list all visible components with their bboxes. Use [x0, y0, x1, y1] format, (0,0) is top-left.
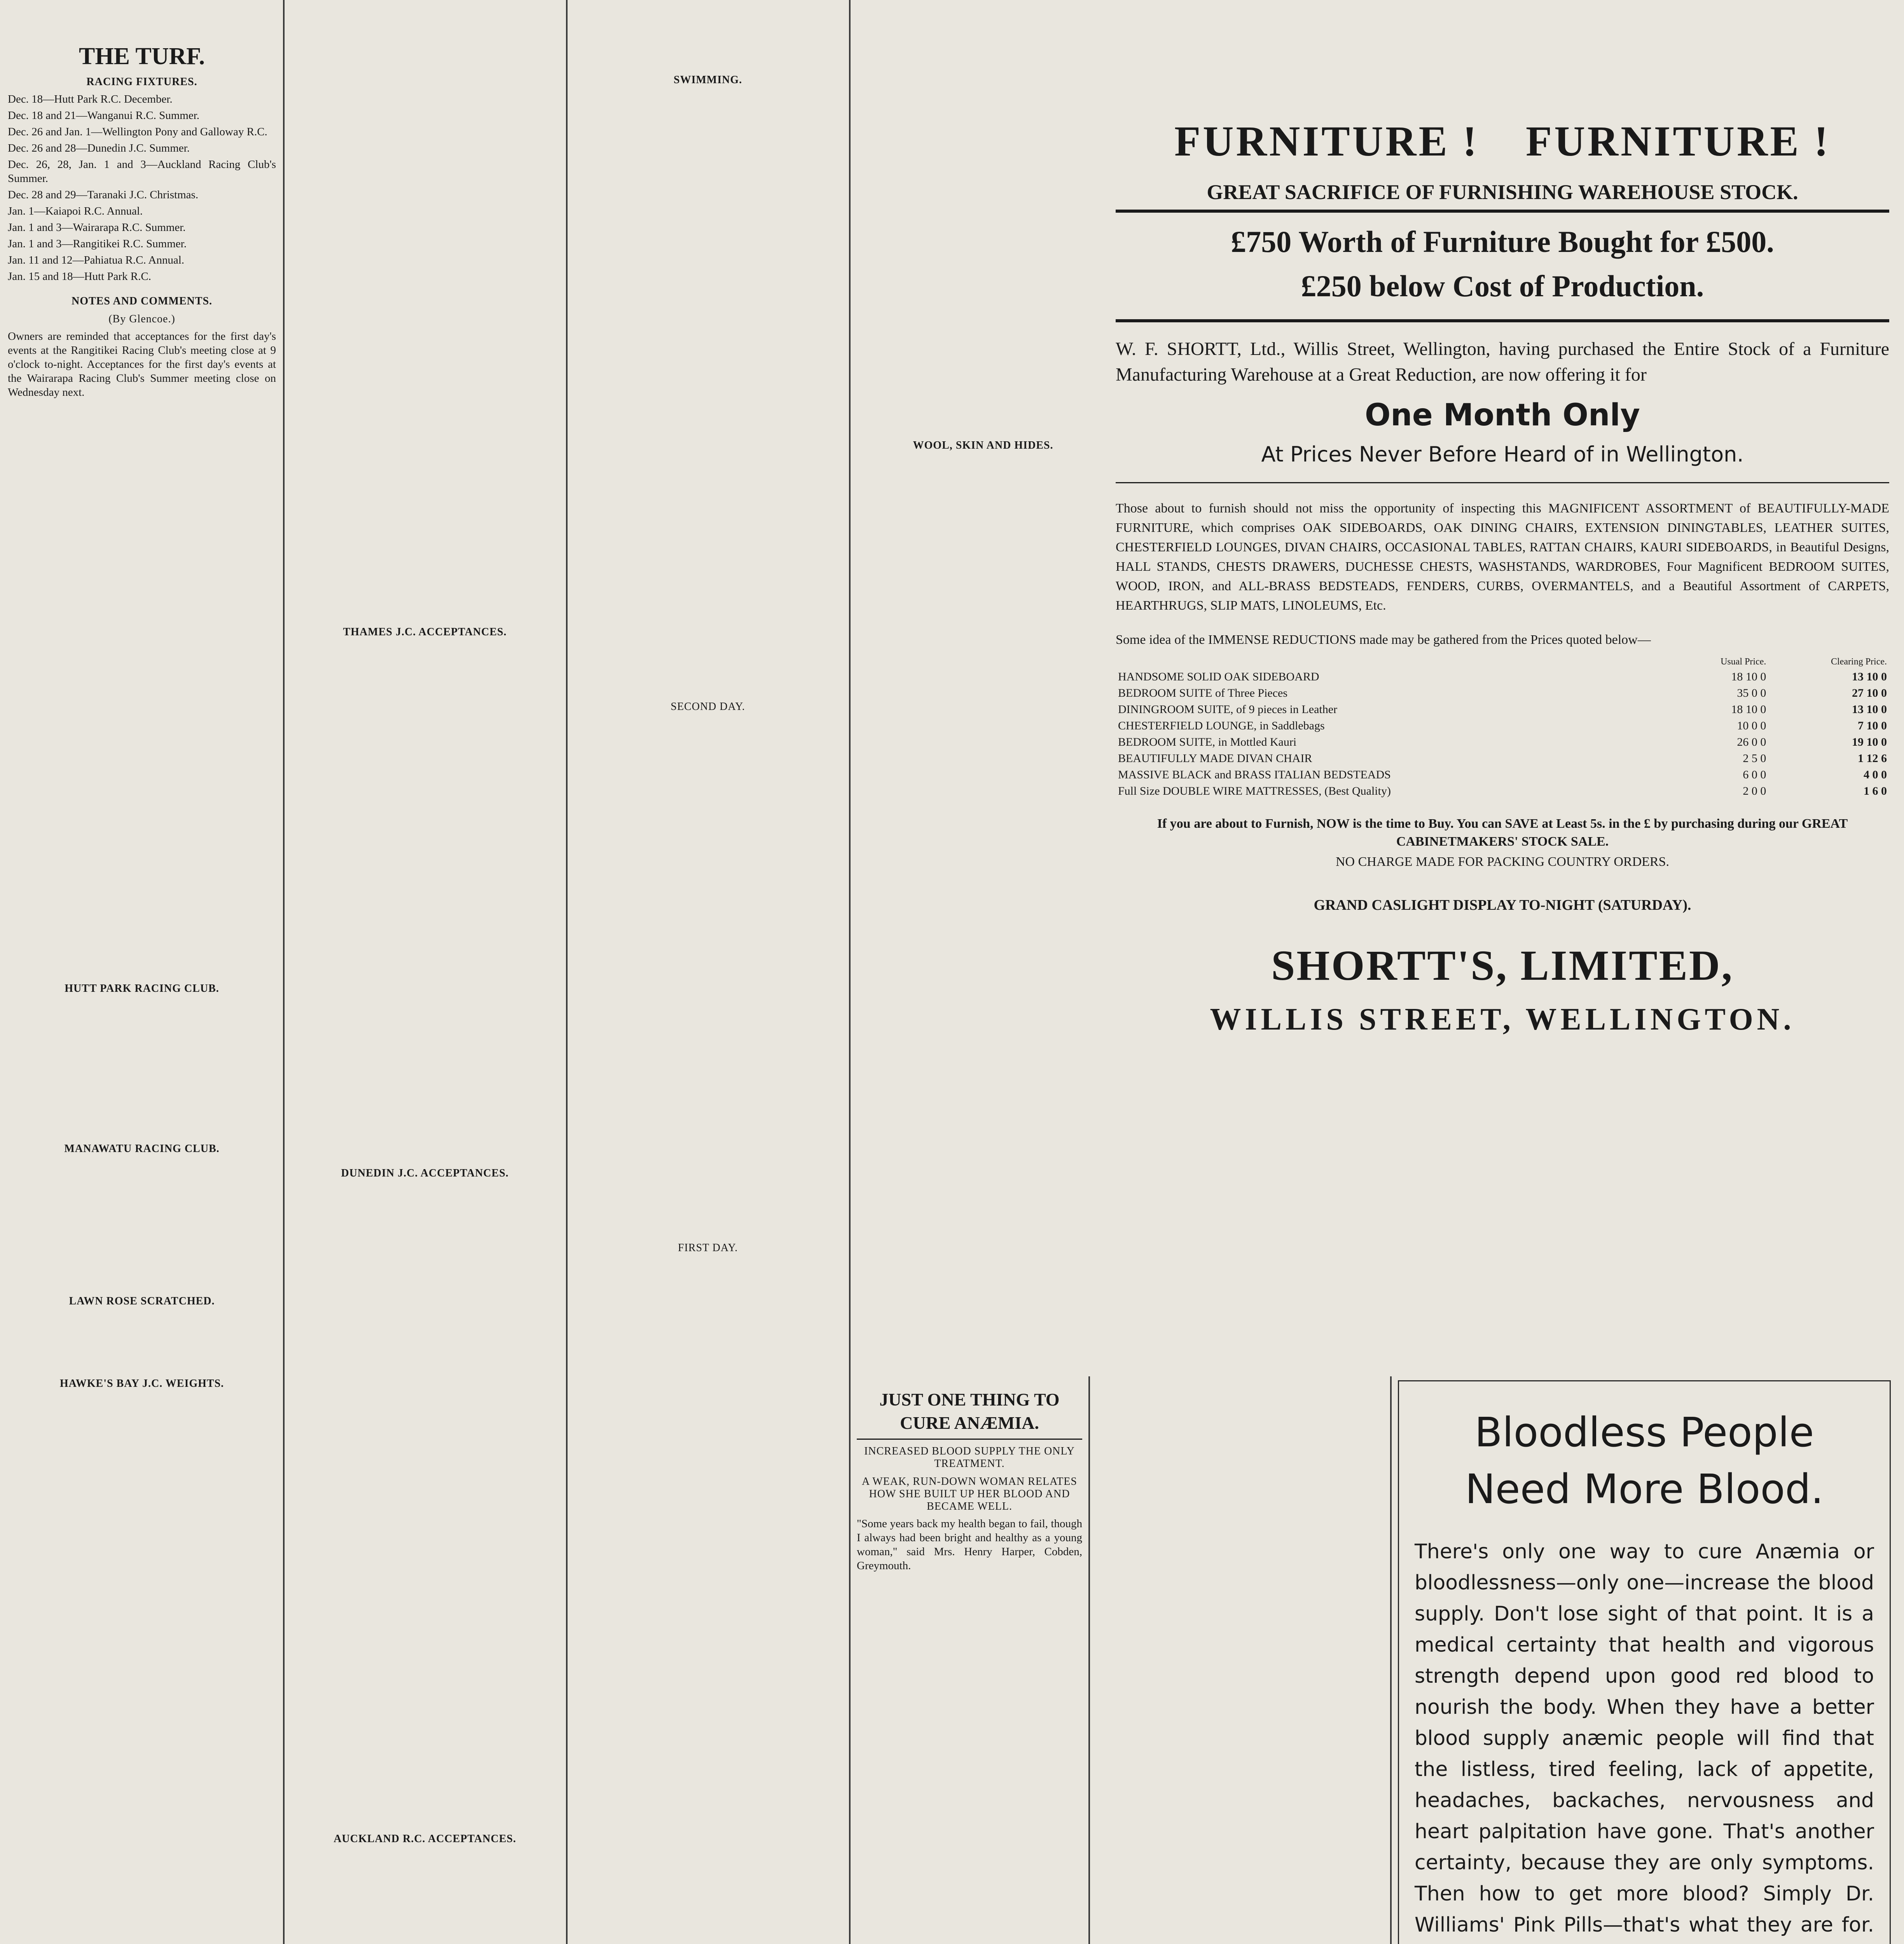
hutt-heading: HUTT PARK RACING CLUB.: [65, 982, 219, 995]
furniture-price-line-1: £750 Worth of Furniture Bought for £500.: [1231, 225, 1774, 259]
furniture-headline-right: FURNITURE !: [1526, 117, 1831, 165]
sacrifice-line: GREAT SACRIFICE OF FURNISHING WAREHOUSE STOCK.: [1207, 180, 1798, 204]
item-name: CHESTERFIELD LOUNGE, in Saddlebags: [1118, 719, 1325, 732]
cure-lead: A WEAK, RUN-DOWN WOMAN RELATES HOW SHE BUILT UP HER BLOOD AND BECAME WELL.: [862, 1475, 1077, 1512]
fixture-item: Dec. 18 and 21—Wanganui R.C. Summer.: [8, 109, 200, 122]
column-rule: [849, 0, 851, 1944]
clearing-price: 7 10 0: [1858, 719, 1887, 732]
fixtures-list: [8, 92, 276, 283]
usual-price: 2 5 0: [1743, 752, 1766, 765]
pink-pills-headline-1: Bloodless People: [1474, 1409, 1814, 1456]
column-rule: [283, 0, 285, 1944]
notes-paragraph: Owners are reminded that acceptances for the first day's events at the Rangitikei Racing Club's meeting close at 9 o'clock to-night. Acceptances for the first day's events at the Wairarapa Racing Club's Summer meeting close on Wednesday next.: [8, 330, 276, 399]
column-rule: [1390, 1376, 1392, 1944]
divider: [1116, 319, 1889, 322]
clearing-price: 1 12 6: [1858, 752, 1887, 765]
clearing-price: 4 0 0: [1864, 768, 1887, 781]
price-row: [1116, 685, 1889, 701]
fixture-item: Dec. 28 and 29—Taranaki J.C. Christmas.: [8, 189, 199, 201]
fixture-item: Jan. 1 and 3—Rangitikei R.C. Summer.: [8, 238, 187, 250]
price-row: [1116, 718, 1889, 734]
furniture-body: Those about to furnish should not miss the opportunity of inspecting this MAGNIFICENT ASSORTMENT of BEAUTIFULLY-MADE FURNITURE, which comprises OAK SIDEBOARDS, OAK DINING CHAIRS, EXTENSION DININGTABLES, LEATHER SUITES, CHESTERFIELD LOUNGES, DIVAN CHAIRS, OCCASIONAL TABLES, RATTAN CHAIRS, KAURI SIDEBOARDS, in Beautiful Designs, HALL STANDS, CHESTS DRAWERS, DUCHESSE CHESTS, WASHSTANDS, WARDROBES, Four Magnificent BEDROOM SUITES, WOOD, IRON, and ALL-BRASS BEDSTEADS, FENDERS, CURBS, OVERMANTELS, and a Beautiful Assortment of CARPETS, HEARTHRUGS, SLIP MATS, LINOLEUMS, Etc.: [1116, 501, 1889, 613]
one-month-only: One Month Only: [1364, 398, 1640, 433]
fixture-item: Jan. 15 and 18—Hutt Park R.C.: [8, 270, 151, 283]
pink-pills-headline-2: Need More Blood.: [1465, 1465, 1824, 1513]
item-name: BEDROOM SUITE of Three Pieces: [1118, 687, 1288, 699]
no-charge: NO CHARGE MADE FOR PACKING COUNTRY ORDERS.: [1336, 855, 1669, 869]
fixture-item: Dec. 26 and Jan. 1—Wellington Pony and Galloway R.C.: [8, 126, 267, 138]
prices-never: At Prices Never Before Heard of in Wellington.: [1261, 442, 1744, 467]
usual-price: 10 0 0: [1737, 719, 1766, 732]
cure-quote: "Some years back my health began to fail, though I always had been bright and healthy as a young woman," said Mrs. Henry Harper, Cobden, Greymouth.: [857, 1517, 1082, 1572]
item-name: MASSIVE BLACK and BRASS ITALIAN BEDSTEADS: [1118, 768, 1391, 781]
usual-price: 6 0 0: [1743, 768, 1766, 781]
clearing-price: 19 10 0: [1852, 736, 1887, 748]
price-row: [1116, 701, 1889, 718]
furniture-intro: W. F. SHORTT, Ltd., Willis Street, Wellington, having purchased the Entire Stock of a Furniture Manufacturing Warehouse at a Great Reduction, are now offering it for: [1116, 339, 1889, 385]
auckland-heading: AUCKLAND R.C. ACCEPTANCES.: [334, 1833, 516, 1845]
item-name: BEAUTIFULLY MADE DIVAN CHAIR: [1118, 752, 1312, 765]
first-day-label: FIRST DAY.: [678, 1242, 738, 1254]
display-tonight: GRAND CASLIGHT DISPLAY TO-NIGHT (SATURDAY).: [1314, 897, 1691, 913]
price-row: [1116, 767, 1889, 783]
usual-price: 26 0 0: [1737, 736, 1766, 748]
item-name: HANDSOME SOLID OAK SIDEBOARD: [1118, 670, 1319, 683]
clearing-price: 13 10 0: [1852, 670, 1887, 683]
notes-heading: NOTES AND COMMENTS.: [71, 295, 213, 307]
wool-column: [857, 0, 1109, 456]
fixtures-heading: RACING FIXTURES.: [86, 76, 197, 88]
cure-anaemia-column: [857, 1388, 1082, 1944]
price-table: [1116, 655, 1889, 799]
furnish-now: If you are about to Furnish, NOW is the time to Buy. You can SAVE at Least 5s. in the £ by purchasing during our GREAT CABINETMAKERS' STOCK SALE.: [1157, 816, 1848, 849]
pink-pills-body: There's only one way to cure Anæmia or bloodlessness—only one—increase the blood supply. Don't lose sight of that point. It is a medical certainty that health and vigorous strength depend upon good red blood to nourish the body. When they have a better blood supply anæmic people will find that the listless, tired feeling, lack of appetite, headaches, backaches, nervousness and heart palpitation have gone. That's another certainty, because they are only symptoms. Then how to get more blood? Simply Dr. Williams' Pink Pills—that's what they are for.: [1415, 1540, 1874, 1937]
notes-byline: (By Glencoe.): [108, 313, 175, 325]
wool-heading: WOOL, SKIN AND HIDES.: [913, 439, 1053, 451]
price-row: [1116, 750, 1889, 767]
clearing-price: 27 10 0: [1852, 687, 1887, 699]
column-rule: [566, 0, 568, 1944]
price-row: [1116, 669, 1889, 685]
price-row: [1116, 734, 1889, 750]
clearing-price: 13 10 0: [1852, 703, 1887, 716]
column-rule: [1088, 1376, 1090, 1944]
shortts-limited: SHORTT'S, LIMITED,: [1271, 942, 1734, 989]
usual-price-header: Usual Price.: [1721, 657, 1766, 667]
furniture-price-line-2: £250 below Cost of Production.: [1301, 269, 1704, 303]
dunedin-heading: DUNEDIN J.C. ACCEPTANCES.: [341, 1167, 509, 1179]
item-name: Full Size DOUBLE WIRE MATTRESSES, (Best Quality): [1118, 785, 1391, 797]
furniture-headline-left: FURNITURE !: [1174, 117, 1479, 165]
swimming-column: [574, 0, 842, 1258]
divider: [1116, 482, 1889, 483]
swimming-heading: SWIMMING.: [673, 74, 742, 86]
divider: [1116, 210, 1889, 213]
item-name: BEDROOM SUITE, in Mottled Kauri: [1118, 736, 1297, 748]
turf-column: [8, 0, 276, 1944]
pink-pills-advertisement: [1398, 1380, 1891, 1944]
usual-price: 2 0 0: [1743, 785, 1766, 797]
willis-street: WILLIS STREET, WELLINGTON.: [1210, 1002, 1795, 1037]
fixture-item: Dec. 26, 28, Jan. 1 and 3—Auckland Racing Club's Summer.: [8, 158, 276, 185]
usual-price: 35 0 0: [1737, 687, 1766, 699]
furniture-advertisement: [1116, 93, 1889, 1334]
thames-heading: THAMES J.C. ACCEPTANCES.: [343, 626, 507, 638]
fixture-item: Jan. 1 and 3—Wairarapa R.C. Summer.: [8, 221, 186, 234]
fixture-item: Dec. 26 and 28—Dunedin J.C. Summer.: [8, 142, 190, 154]
fixture-item: Jan. 1—Kaiapoi R.C. Annual.: [8, 205, 143, 217]
fixture-item: Jan. 11 and 12—Pahiatua R.C. Annual.: [8, 254, 185, 266]
prices-intro: Some idea of the IMMENSE REDUCTIONS made may be gathered from the Prices quoted below—: [1116, 633, 1651, 647]
clearing-price: 1 6 0: [1864, 785, 1887, 797]
turf-title: THE TURF.: [79, 43, 205, 70]
acceptances-column: [291, 0, 559, 1944]
usual-price: 18 10 0: [1731, 670, 1766, 683]
lawn-rose-heading: LAWN ROSE SCRATCHED.: [69, 1295, 215, 1307]
price-table-header: [1116, 655, 1889, 669]
cure-subheading: INCREASED BLOOD SUPPLY THE ONLY TREATMENT.: [864, 1445, 1075, 1470]
usual-price: 18 10 0: [1731, 703, 1766, 716]
lack-of-blood-column: [1096, 1376, 1384, 1944]
item-name: DININGROOM SUITE, of 9 pieces in Leather: [1118, 703, 1338, 716]
cure-heading: JUST ONE THING TO CURE ANÆMIA.: [879, 1390, 1060, 1433]
fixture-item: Dec. 18—Hutt Park R.C. December.: [8, 93, 173, 105]
clearing-price-header: Clearing Price.: [1831, 657, 1887, 667]
hawkes-bay-heading: HAWKE'S BAY J.C. WEIGHTS.: [59, 1378, 224, 1390]
second-day-label: SECOND DAY.: [671, 701, 745, 713]
divider: [857, 1439, 1082, 1440]
price-row: [1116, 783, 1889, 799]
manawatu-heading: MANAWATU RACING CLUB.: [64, 1143, 220, 1155]
